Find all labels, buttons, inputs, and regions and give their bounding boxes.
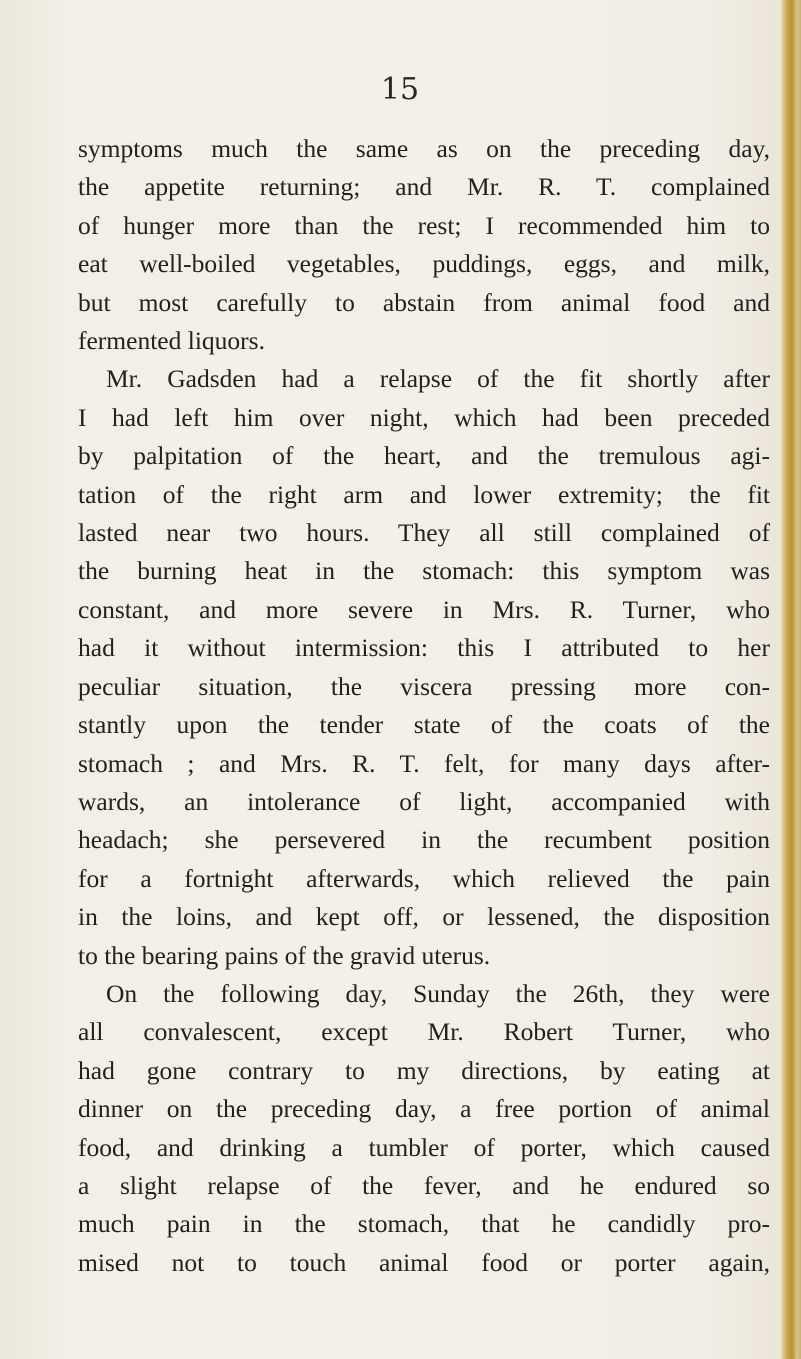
text-line: lasted near two hours. They all still complained of	[78, 518, 770, 548]
paragraph-1	[78, 130, 770, 360]
text-line: mised not to touch animal food or porter again,	[78, 1247, 770, 1277]
text-line: wards, an intolerance of light, accompanied with	[78, 786, 770, 816]
text-line: I had left him over night, which had been preceded	[78, 402, 770, 432]
text-line: headach; she persevered in the recumbent position	[78, 825, 770, 855]
body-text	[78, 130, 770, 1282]
paragraph-3	[78, 975, 770, 1282]
text-line: fermented liquors.	[78, 326, 265, 356]
text-line: in the loins, and kept off, or lessened, the disposition	[78, 902, 770, 932]
text-line: peculiar situation, the viscera pressing more con-	[78, 671, 770, 701]
text-line: dinner on the preceding day, a free portion of animal	[78, 1094, 770, 1124]
text-line: a slight relapse of the fever, and he endured so	[78, 1170, 770, 1200]
text-line: the appetite returning; and Mr. R. T. complained	[78, 172, 770, 202]
text-line: all convalescent, except Mr. Robert Turner, who	[78, 1017, 770, 1047]
page-edge	[781, 0, 801, 1359]
text-line: stantly upon the tender state of the coats of the	[78, 710, 770, 740]
text-line: stomach ; and Mrs. R. T. felt, for many days after-	[78, 748, 770, 778]
text-line: the burning heat in the stomach: this symptom was	[78, 556, 770, 586]
text-line: food, and drinking a tumbler of porter, which caused	[78, 1132, 770, 1162]
text-line: symptoms much the same as on the preceding day,	[78, 134, 770, 163]
text-line: to the bearing pains of the gravid uterus.	[78, 940, 491, 970]
paragraph-2	[78, 360, 770, 975]
text-line: of hunger more than the rest; I recommended him to	[78, 210, 770, 240]
text-line: much pain in the stomach, that he candidly pro-	[78, 1209, 770, 1239]
text-line: but most carefully to abstain from animal food and	[78, 287, 770, 317]
text-line: eat well-boiled vegetables, puddings, eggs, and milk,	[78, 249, 770, 279]
text-line: had gone contrary to my directions, by eating at	[78, 1055, 770, 1085]
text-line: On the following day, Sunday the 26th, they were	[106, 978, 770, 1008]
page-number: 15	[380, 72, 420, 107]
text-line: by palpitation of the heart, and the tremulous agi-	[78, 441, 770, 471]
text-line: tation of the right arm and lower extremity; the fit	[78, 479, 770, 509]
text-line: had it without intermission: this I attributed to her	[78, 633, 770, 663]
text-line: Mr. Gadsden had a relapse of the fit shortly after	[106, 364, 770, 394]
text-line: constant, and more severe in Mrs. R. Turner, who	[78, 594, 770, 624]
text-line: for a fortnight afterwards, which relieved the pain	[78, 863, 770, 893]
